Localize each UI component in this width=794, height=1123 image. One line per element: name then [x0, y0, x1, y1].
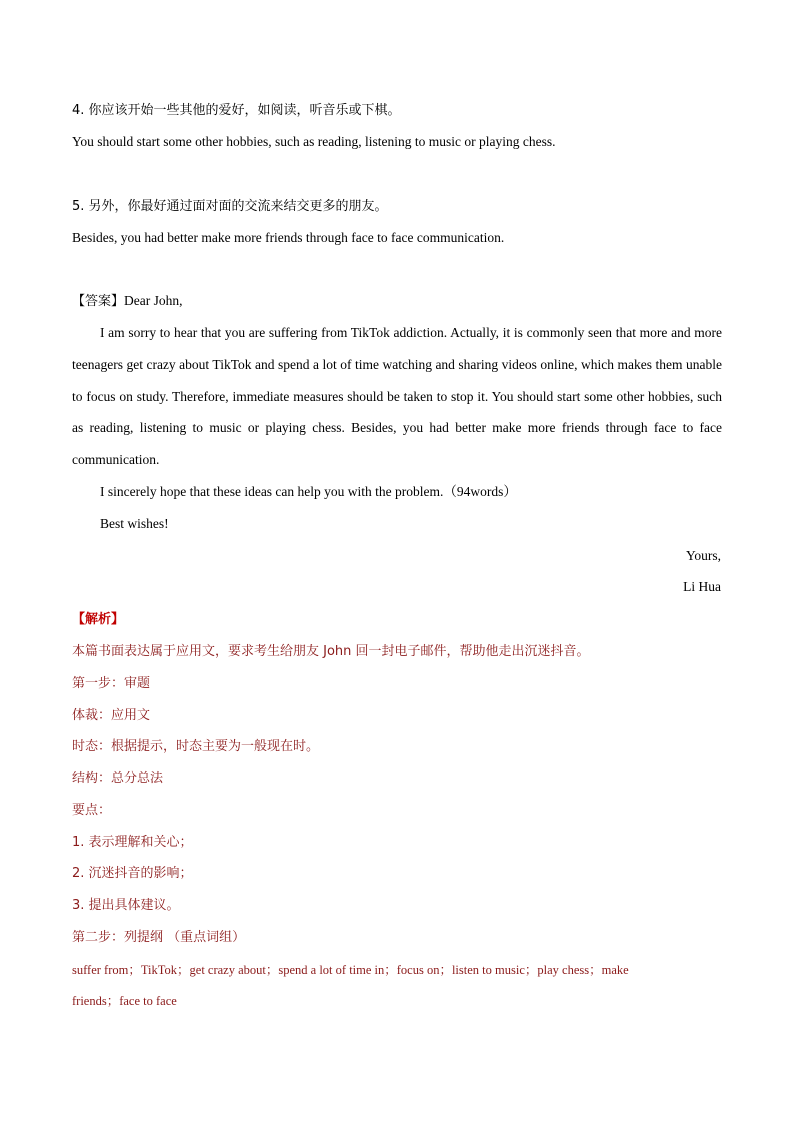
- answer-greeting: Dear John,: [124, 293, 183, 308]
- answer-hope: I sincerely hope that these ideas can help you with the problem.（94words）: [100, 484, 517, 499]
- analysis-point-2: 2. 沉迷抖音的影响；: [72, 866, 193, 881]
- answer-signature: Li Hua: [683, 579, 721, 594]
- analysis-points-label: 要点：: [72, 803, 112, 818]
- analysis-intro: 本篇书面表达属于应用文，要求考生给朋友 John 回一封电子邮件，帮助他走出沉迷抖音。: [72, 644, 590, 659]
- answer-closing: Yours,: [685, 548, 721, 563]
- analysis-tense: 时态：根据提示，时态主要为一般现在时。: [72, 739, 320, 754]
- hint-4-zh: 4. 你应该开始一些其他的爱好，如阅读，听音乐或下棋。: [72, 103, 401, 118]
- analysis-phrases-1: suffer from；TikTok；get crazy about；spend a lot of time in；focus on；listen to music；play chess；make: [72, 963, 629, 977]
- analysis-structure: 结构：总分总法: [72, 771, 164, 786]
- analysis-genre: 体裁：应用文: [72, 708, 151, 723]
- analysis-phrases-2: friends；face to face: [72, 994, 177, 1008]
- analysis-point-3: 3. 提出具体建议。: [72, 898, 180, 913]
- answer-body: I am sorry to hear that you are suffering from TikTok addiction. Actually, it is commonly seen that more and more teenagers get crazy about TikTok and spend a lot of time watching and sharing videos online, which makes them unable to focus on study. Therefore, immediate measures should be taken to stop it. You should start some other hobbies, such as reading, listening to music or playing chess. Besides, you had better make more friends through face to face communication.: [72, 325, 722, 468]
- analysis-step1: 第一步：审题: [72, 676, 151, 691]
- hint-5-en: Besides, you had better make more friends through face to face communication.: [72, 230, 505, 245]
- hint-5-zh: 5. 另外，你最好通过面对面的交流来结交更多的朋友。: [72, 199, 388, 214]
- analysis-point-1: 1. 表示理解和关心；: [72, 835, 193, 850]
- answer-label: 【答案】: [72, 294, 125, 309]
- analysis-label: 【解析】: [72, 612, 125, 627]
- answer-header: [72, 291, 183, 312]
- hint-4-en: You should start some other hobbies, such as reading, listening to music or playing chess.: [72, 134, 556, 149]
- analysis-step2: 第二步：列提纲 （重点词组）: [72, 930, 246, 945]
- answer-wishes: Best wishes!: [100, 516, 169, 531]
